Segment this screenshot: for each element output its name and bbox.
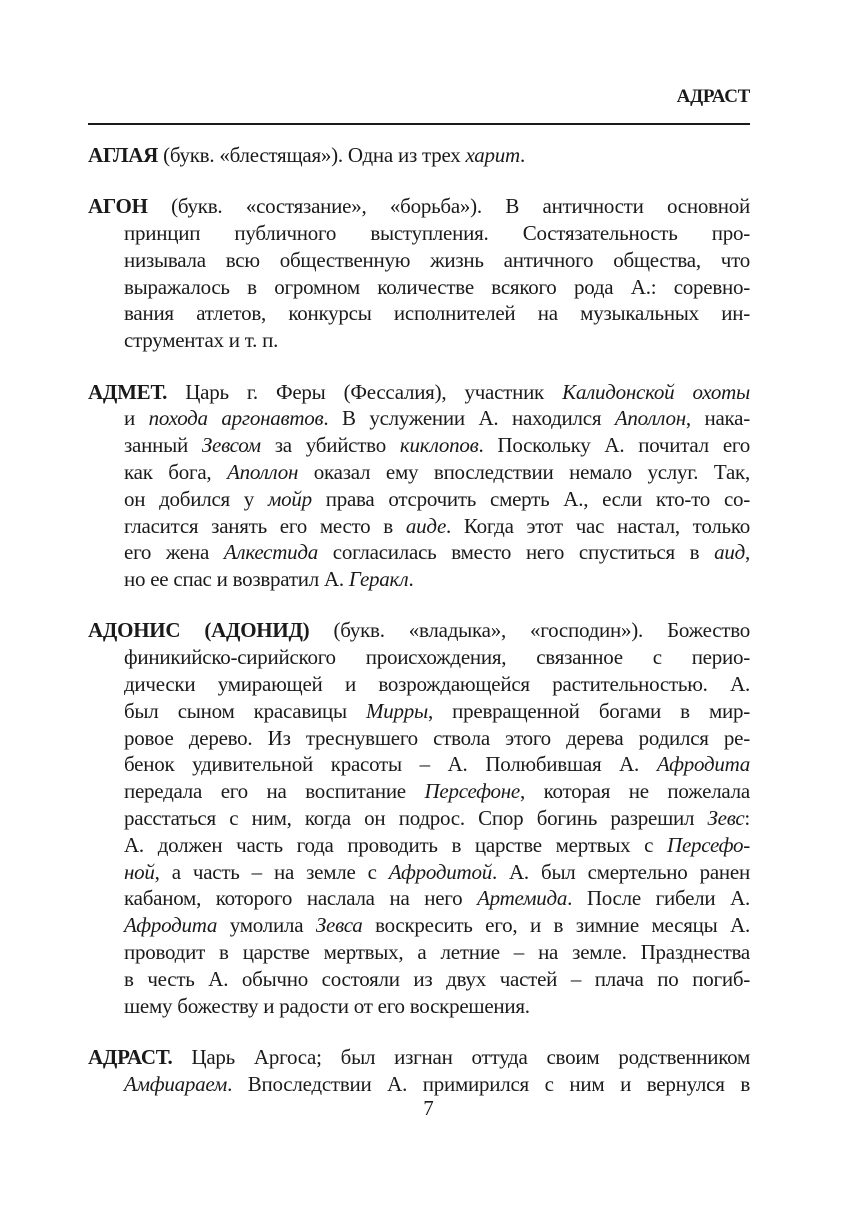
text-segment: вания атлетов, конкурсы исполнителей на музыкальных ин-	[124, 301, 750, 326]
text-segment: (букв. «состязание», «борьба»). В античности основной	[147, 194, 750, 219]
cross-reference: Персефоне	[424, 779, 520, 804]
text-segment: его жена	[124, 540, 224, 565]
text-segment: ровое дерево. Из треснувшего ствола этого дерева родился ре-	[124, 725, 750, 750]
text-segment: . А. был смертельно ранен	[491, 859, 750, 884]
text-segment: расстаться с ним, когда он подрос. Спор богинь разрешил	[124, 806, 708, 831]
text-segment: он добился у	[124, 486, 268, 511]
text-segment: проводит в царстве мертвых, а летние – на земле. Празднества	[124, 940, 750, 965]
text-segment: принцип публичного выступления. Состязательность про-	[124, 221, 750, 246]
text-segment: выражалось в огромном количестве всякого рода А.: соревно-	[124, 274, 750, 299]
text-segment: бенок удивительной красоты – А. Полюбившая А.	[124, 752, 657, 777]
text-segment: , которая не пожелала	[519, 779, 750, 804]
text-segment: , нака-	[685, 406, 750, 431]
cross-reference: киклопов	[399, 433, 479, 458]
text-segment: права отсрочить смерть А., если кто-то со-	[311, 486, 751, 511]
cross-reference: Афродита	[656, 752, 750, 777]
text-line	[88, 274, 750, 301]
page-number: 7	[423, 1096, 434, 1120]
cross-reference: Зевсом	[201, 433, 261, 458]
text-segment: занный	[124, 433, 202, 458]
text-line	[88, 327, 750, 354]
text-line	[88, 486, 750, 513]
text-line	[88, 513, 750, 540]
text-segment: в честь А. обычно состояли из двух частей – плача по погиб-	[124, 966, 750, 991]
text-segment: передала его на воспитание	[124, 779, 425, 804]
text-segment: гласится занять его место в	[124, 513, 406, 538]
text-segment: кабаном, которого наслала на него	[124, 886, 478, 911]
text-segment: согласилась вместо него спуститься в	[318, 540, 715, 565]
dictionary-entry	[88, 379, 750, 593]
text-line	[88, 300, 750, 327]
header-rule	[88, 123, 750, 125]
text-line	[88, 193, 750, 220]
cross-reference: Калидонской охоты	[562, 379, 750, 404]
text-line	[88, 939, 750, 966]
text-segment: и	[124, 406, 149, 431]
text-segment: был сыном красавицы	[124, 698, 367, 723]
text-line	[88, 1071, 750, 1098]
dictionary-entry	[88, 617, 750, 1019]
text-segment: . Когда этот час настал, только	[446, 513, 750, 538]
text-line	[88, 805, 750, 832]
text-segment: умолила	[217, 913, 316, 938]
cross-reference: Афродитой	[388, 859, 492, 884]
text-segment: :	[744, 806, 750, 831]
text-segment: , а часть – на земле с	[154, 859, 389, 884]
running-head: АДРАСТ	[676, 86, 750, 107]
dictionary-entry	[88, 1044, 750, 1098]
text-line	[88, 432, 750, 459]
text-segment: . Поскольку А. почитал его	[478, 433, 750, 458]
text-line	[88, 859, 750, 886]
cross-reference: Мирры	[366, 698, 428, 723]
text-line	[88, 539, 750, 566]
text-segment: воскресить его, и в зимние месяцы А.	[362, 913, 750, 938]
cross-reference: Артемида	[477, 886, 568, 911]
cross-reference: Амфиараем	[124, 1071, 228, 1096]
dictionary-entry	[88, 193, 750, 354]
text-segment: А. должен часть года проводить в царстве мертвых с	[124, 832, 668, 857]
cross-reference: Зевса	[315, 913, 363, 938]
text-segment: за убийство	[260, 433, 400, 458]
cross-reference: Геракл	[348, 567, 409, 592]
cross-reference: похода аргонавтов	[148, 406, 324, 431]
text-segment: . В услужении А. находился	[323, 406, 615, 431]
text-segment: , превращенной богами в мир-	[427, 698, 750, 723]
text-line	[88, 405, 750, 432]
headword: АДМЕТ.	[88, 379, 168, 404]
text-line	[88, 1044, 750, 1071]
dictionary-entry	[88, 142, 750, 169]
text-line	[88, 142, 750, 169]
text-segment: . После гибели А.	[567, 886, 751, 911]
text-segment: Царь Аргоса; был изгнан оттуда своим родственником	[172, 1044, 750, 1069]
text-line	[88, 751, 750, 778]
cross-reference: ной	[124, 859, 155, 884]
text-line	[88, 725, 750, 752]
text-line	[88, 885, 750, 912]
headword: АДРАСТ.	[88, 1044, 173, 1069]
text-segment: Царь г. Феры (Фессалия), участник	[167, 379, 563, 404]
text-segment: . Впоследствии А. примирился с ним и вернулся в	[227, 1071, 750, 1096]
cross-reference: аид	[714, 540, 745, 565]
text-segment: низывала всю общественную жизнь античного общества, что	[124, 247, 750, 272]
text-line	[88, 671, 750, 698]
text-segment: (букв. «блестящая»). Одна из трех	[158, 143, 466, 167]
dictionary-entries	[88, 142, 750, 1122]
text-segment: как бога,	[124, 459, 228, 484]
headword: АДОНИС (АДОНИД)	[88, 618, 310, 643]
text-line	[88, 966, 750, 993]
text-line	[88, 993, 750, 1020]
text-line	[88, 379, 750, 406]
text-line	[88, 220, 750, 247]
text-line	[88, 247, 750, 274]
cross-reference: Алкестида	[223, 540, 319, 565]
text-line	[88, 778, 750, 805]
cross-reference: харит	[465, 143, 520, 167]
text-segment: но ее спас и возвратил А.	[124, 567, 349, 592]
cross-reference: аиде	[405, 513, 447, 538]
text-line	[88, 698, 750, 725]
text-segment: дически умирающей и возрождающейся растительностью. А.	[124, 672, 750, 697]
text-line	[88, 832, 750, 859]
text-line	[88, 459, 750, 486]
cross-reference: мойр	[267, 486, 312, 511]
text-line	[88, 617, 750, 644]
text-segment: струментах и т. п.	[124, 328, 279, 353]
cross-reference: Афродита	[124, 913, 218, 938]
text-line	[88, 912, 750, 939]
cross-reference: Персефо-	[667, 832, 750, 857]
text-segment: (букв. «владыка», «господин»). Божество	[309, 618, 750, 643]
cross-reference: Аполлон	[227, 459, 299, 484]
text-line	[88, 566, 750, 593]
headword: АГЛАЯ	[88, 143, 159, 167]
text-segment: ,	[745, 540, 750, 565]
cross-reference: Аполлон	[614, 406, 686, 431]
text-segment: шему божеству и радости от его воскрешения.	[124, 993, 530, 1018]
headword: АГОН	[88, 194, 148, 219]
text-line	[88, 644, 750, 671]
text-segment: .	[519, 143, 525, 167]
text-segment: финикийско-сирийского происхождения, связанное с перио-	[124, 645, 750, 670]
text-segment: .	[408, 567, 414, 592]
cross-reference: Зевс	[707, 806, 745, 831]
text-segment: оказал ему впоследствии немало услуг. Так,	[298, 459, 750, 484]
